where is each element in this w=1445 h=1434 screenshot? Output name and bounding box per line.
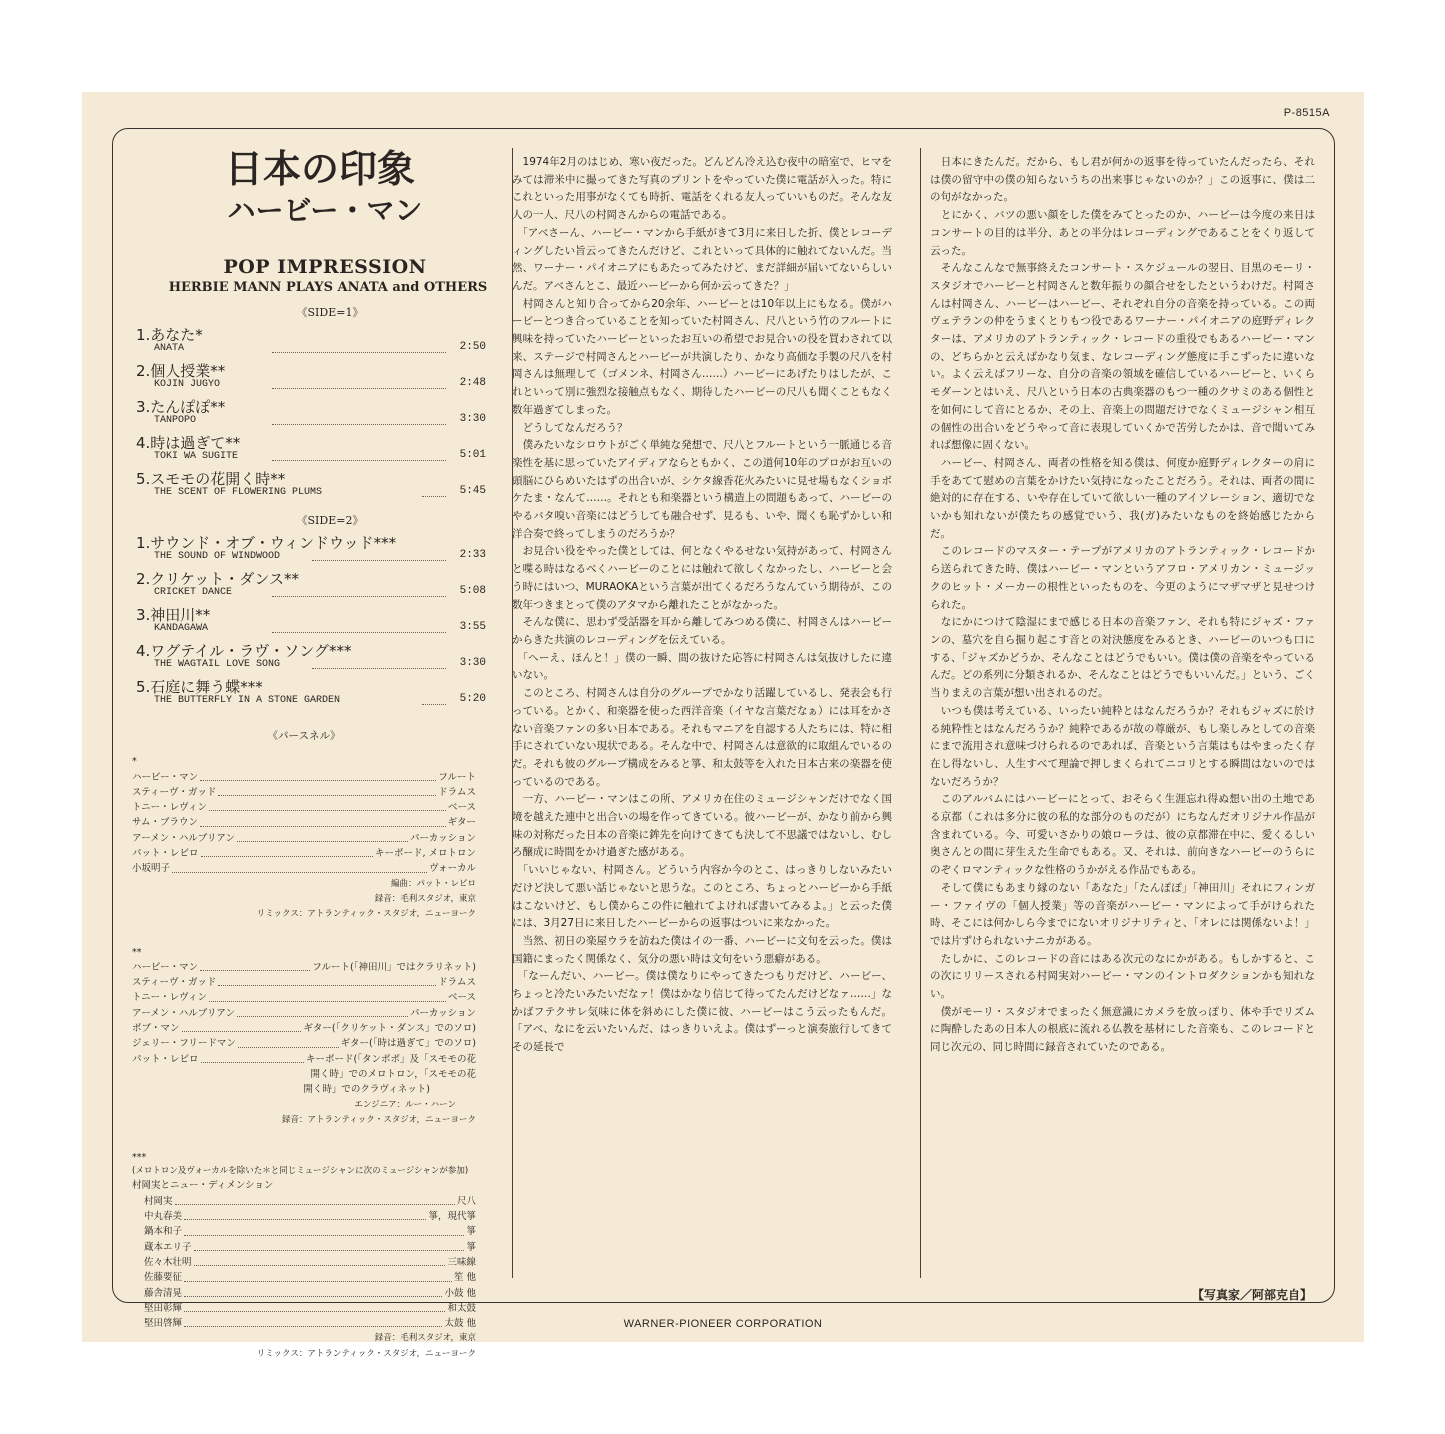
essay-paragraph: 僕みたいなシロウトがごく単純な発想で、尺八とフルートという一脈通じる音楽性を基に思っていたアイディアならともかく、この道何10年のプロがお互いの頭脳にひらめいたはずの出合いが、シケタ線香花火みたいに見せ場もなくショボケたま・なんて……。それとも和楽器という構造上の問題もあって、ハービーのやるバタ嗅い音楽にはどうしても融合せず、見るも、いや、聞くも恥ずかしい和洋合奏で終ってしまうのだろうか？ bbox=[512, 439, 892, 540]
musician-name: 堅田啓輝 bbox=[144, 1318, 183, 1330]
corporation-footer: WARNER-PIONEER CORPORATION bbox=[623, 1318, 823, 1330]
musician-instrument: 小鼓 他 bbox=[444, 1287, 476, 1299]
arranger-credit: 編曲：パット・レビロ bbox=[390, 878, 476, 889]
track-duration: 5:45 bbox=[459, 485, 486, 497]
musician-instrument: 箏 bbox=[466, 1241, 476, 1253]
track bbox=[122, 639, 498, 675]
personnel-row bbox=[132, 846, 476, 861]
group-mark: ** bbox=[132, 946, 142, 958]
musician-instrument: パーカッション bbox=[409, 1007, 476, 1019]
musician-name: 鍋本和子 bbox=[144, 1226, 183, 1238]
track-title-en: ANATA bbox=[154, 343, 185, 354]
musician-name: 中丸春美 bbox=[144, 1211, 183, 1223]
group-mark: *** bbox=[132, 1152, 147, 1164]
track-duration: 3:30 bbox=[459, 413, 486, 425]
musician-name: ボブ・マン bbox=[132, 1023, 180, 1035]
musician-name: ジェリー・フリードマン bbox=[132, 1038, 236, 1050]
personnel-row bbox=[132, 1240, 476, 1255]
track-title-en: CRICKET DANCE bbox=[154, 587, 233, 598]
track-title-jp: 3.神田川** bbox=[136, 606, 211, 624]
musician-name: 堅田彰輝 bbox=[144, 1302, 183, 1314]
musician-name: サム・ブラウン bbox=[132, 817, 199, 829]
musician-name: スティーヴ・ガッド bbox=[132, 786, 217, 798]
personnel-row bbox=[132, 1036, 476, 1051]
personnel-row bbox=[132, 815, 476, 830]
essay-paragraph: このアルバムにはハービーにとって、おそらく生涯忘れ得ぬ想い出の土地である京都（これは多分に彼の私的な部分のものだが）にちなんだオリジナル作品が含まれている。今、可愛いさかりの娘ローラは、彼の京都滞在中に、愛くるしい奥さんとの間に芽生えた生命でもある。又、それは、前向きなハービーのうらにのぞくロマンティックな性格のうかがえる作品でもある。 bbox=[930, 793, 1315, 877]
track-title-jp: 4.時は過ぎて** bbox=[136, 434, 241, 452]
musician-name: 小坂明子 bbox=[132, 863, 171, 875]
track-title-en: THE WAGTAIL LOVE SONG bbox=[154, 659, 281, 670]
artist-name-jp: ハービー・マン bbox=[227, 194, 423, 227]
essay-paragraph: このところ、村岡さんは自分のグループでかなり活躍しているし、発表会も行っている。とかく、和楽器を使った西洋音楽（イヤな言葉だなぁ）には耳をかさない音楽ファンの多い日本である。それもマニアを自認する人たちには、特に相手にされていない現状である。そんな中で、村岡さんは意欲的に取組んでいるのだ。それも彼のグループ構成をみると箏、和太鼓等を入れた日本古来の楽器を使っているのである。 bbox=[512, 687, 892, 788]
track-duration: 3:55 bbox=[459, 621, 486, 633]
track-title-en: KANDAGAWA bbox=[154, 623, 209, 634]
personnel-row bbox=[132, 831, 476, 846]
musician-name: 村岡実 bbox=[144, 1195, 173, 1207]
essay-paragraph: 村岡さんと知り合ってから20余年、ハービーとは10年以上にもなる。僕がハービーとつき合っていることを知っていた村岡さん、尺八という竹のフルートに興味を持っていたハービーといったお互いの希望でお見合いの役を買わされて以来、ステージで村岡さんとハービーが共演したり、かなり高価な手製の尺八を村岡さんは無理して（ゴメンネ、村岡さん……）ハービーにあげたりはしたが、これといって別に強烈な接触点もなく、期待したハービーの尺八も聞くこともなく数年過ぎてしまった。 bbox=[512, 297, 892, 416]
track bbox=[122, 395, 498, 431]
personnel-heading: 《パースネル》 bbox=[267, 730, 341, 742]
musician-instrument: ギター(「時は過ぎて」でのソロ) bbox=[340, 1038, 476, 1050]
track bbox=[122, 675, 498, 711]
musician-name: 蔵本エリ子 bbox=[144, 1241, 192, 1253]
musician-instrument: フルート bbox=[438, 771, 476, 783]
remix-credit: リミックス：アトランティック・スタジオ，ニューヨーク bbox=[256, 909, 476, 920]
track bbox=[122, 359, 498, 395]
musician-name: アーメン・ハルブリアン bbox=[132, 1007, 235, 1019]
musician-instrument: ベース bbox=[447, 992, 476, 1004]
musician-instrument: 笙 他 bbox=[453, 1272, 476, 1284]
track bbox=[122, 323, 498, 359]
musician-instrument: ドラムス bbox=[438, 977, 476, 989]
track-title-en: KOJIN JUGYO bbox=[154, 379, 221, 390]
musician-instrument: 箏，現代箏 bbox=[428, 1211, 476, 1223]
personnel-row bbox=[132, 785, 476, 800]
catalog-number: P-8515A bbox=[1283, 107, 1330, 119]
ensemble-name: 村岡実とニュー・ディメンション bbox=[132, 1180, 274, 1192]
album-title-en: POP IMPRESSION bbox=[223, 256, 427, 278]
track-title-jp: 5.石庭に舞う蝶*** bbox=[136, 678, 263, 696]
group-note: (メロトロン及ヴォーカルを除いた＊と同じミュージシャンに次のミュージシャンが参加) bbox=[132, 1166, 469, 1177]
photographer-credit: 【写真家／阿部克自】 bbox=[1191, 1288, 1312, 1302]
essay-paragraph: 僕がモーリ・スタジオでまったく無意識にカメラを放っぽり、体や手でリズムに陶酔したあの日本人の根底に流れる仏教を基材にした音楽も、このレコードと同じ次元の、同じ時間に録音されていたのである。 bbox=[930, 1005, 1315, 1054]
essay-paragraph: そんなこんなで無事終えたコンサート・スケジュールの翌日、目黒のモーリ・スタジオでハービーと村岡さんと数年振りの顔合せをしたというわけだ。村岡さんは村岡さん、ハービーはハービー、それぞれ自分の音楽を持っている。この両ヴェテランの仲をうまくとりもつ役であるワーナー・パイオニアの庭野ディレクターは、アメリカのアトランティック・レコードの重役でもあるハービー・マンの、どちらかと云えばかなり気ま、なレコーディング態度に手こずったに違いない。よく云えばフリーな、自分の音楽の領域を確信しているハービーと、いくらモダーンとはいえ、尺八という日本の古典楽器のもつ一種のクサミのある個性とを如何にして音にとるか、その上、音楽上の問題だけでなくミュージシャン相互の個性の出合いをどうやって音に表現していくかで苦労したかは、音で聞いてみれば想像に固くない。 bbox=[930, 262, 1315, 452]
essay-paragraph: ハービー、村岡さん、両者の性格を知る僕は、何度か庭野ディレクターの肩に手をあてて慰めの言葉をかけたい気持になったことだろう。それは、両者の間に絶対的に存在する、いや存在していて欲しい一種のアイソレーション、適切でないかも知れないが僕たちの感覚でいう、我(ガ)みたいなものを終始感じたからだ。 bbox=[930, 456, 1315, 540]
personnel-row bbox=[132, 1224, 476, 1239]
musician-name: アーメン・ハルブリアン bbox=[132, 832, 235, 844]
track bbox=[122, 603, 498, 639]
personnel-row bbox=[132, 975, 476, 990]
musician-name: パット・レビロ bbox=[132, 848, 199, 860]
essay-paragraph: どうしてなんだろう？ bbox=[512, 421, 628, 434]
essay-paragraph: このレコードのマスター・テープがアメリカのアトランティック・レコードから送られてきた時、僕はハービー・マンというアフロ・アメリカン・ミュージックのヒット・メーカーの根性といったものを、今更のようにマザマザと見せつけられた。 bbox=[930, 545, 1315, 611]
essay-paragraph: 「へーえ、ほんと！」僕の一瞬、間の抜けた応答に村岡さんは気抜けしたに違いない。 bbox=[512, 651, 892, 682]
track-title-jp: 1.サウンド・オブ・ウィンドウッド*** bbox=[136, 534, 397, 552]
musician-instrument: ベース bbox=[447, 802, 476, 814]
musician-instrument: 三味線 bbox=[447, 1256, 476, 1268]
recording-credit: 録音：毛利スタジオ，東京 bbox=[374, 1333, 476, 1344]
track-duration: 5:01 bbox=[459, 449, 486, 461]
track-title-jp: 1.あなた* bbox=[136, 326, 203, 344]
personnel-row bbox=[132, 800, 476, 815]
personnel-row bbox=[132, 1255, 476, 1270]
album-subtitle-en: HERBIE MANN PLAYS ANATA and OTHERS bbox=[168, 280, 488, 295]
musician-instrument: 和太鼓 bbox=[447, 1302, 476, 1314]
essay-paragraph: 一方、ハービー・マンはこの所、アメリカ在住のミュージシャンだけでなく国境を越えた連中と出合いの場を作ってきている。彼ハービーが、かなり前から興味の対称だった日本の音楽に鉾先を向けてきても決して不思議ではないし、むしろ醸成に時間をかけ過ぎた感がある。 bbox=[512, 793, 892, 859]
track-title-en: TANPOPO bbox=[154, 415, 197, 426]
personnel-row bbox=[132, 1194, 476, 1209]
musician-instrument: キーボード, メロトロン bbox=[374, 848, 476, 860]
musician-name: ハービー・マン bbox=[132, 771, 199, 783]
track bbox=[122, 567, 498, 603]
musician-name: ハービー・マン bbox=[132, 961, 199, 973]
liner-notes-column-1 bbox=[512, 154, 892, 1269]
personnel-row bbox=[132, 770, 476, 785]
record-inner-sleeve bbox=[82, 92, 1364, 1359]
essay-paragraph: 「いいじゃない、村岡さん。どういう内容か今のとこ、はっきりしないみたいだけど決して悪い話じゃないと思うな。このところ、ちょっとハービーから手紙はこないけど、もし僕からこの件に触れてよければ書いてみるよ。」と云った僕には、3月27日に来日したハービーからの返事はついに来なかった。 bbox=[512, 864, 892, 930]
group-mark: * bbox=[132, 756, 137, 768]
album-title-jp: 日本の印象 bbox=[224, 147, 415, 191]
track-title-en: THE BUTTERFLY IN A STONE GARDEN bbox=[154, 695, 341, 706]
musician-instrument: ギター bbox=[447, 817, 476, 829]
musician-name: トニー・レヴィン bbox=[132, 992, 208, 1004]
instrument-note: 開く時」でのクラヴィネット) bbox=[303, 1084, 430, 1096]
track-title-en: THE SOUND OF WINDWOOD bbox=[154, 551, 281, 562]
track-duration: 2:48 bbox=[459, 377, 486, 389]
personnel-row bbox=[132, 1052, 476, 1067]
musician-name: 佐々木壮明 bbox=[144, 1256, 192, 1268]
track-title-jp: 2.個人授業** bbox=[136, 362, 226, 380]
track-title-jp: 5.スモモの花開く時** bbox=[136, 470, 286, 488]
musician-instrument: 太鼓 他 bbox=[444, 1318, 476, 1330]
essay-paragraph: 当然、初日の楽屋ウラを訪ねた僕はイの一番、ハービーに文句を云った。僕は国籍にまったく関係なく、気分の悪い時は文句をいう悪癖がある。 bbox=[512, 934, 892, 965]
essay-paragraph: 1974年2月のはじめ、寒い夜だった。どんどん冷え込む夜中の暗室で、ヒマをみては滞米中に撮ってきた写真のプリントをやっていた僕に電話が入った。特にこれといった用事がなくても時折、電話をくれる友人っていいものだ。そんな友人の一人、尺八の村岡さんからの電話である。 bbox=[512, 156, 892, 222]
musician-instrument: ドラムス bbox=[438, 786, 476, 798]
track-duration: 2:50 bbox=[459, 341, 486, 353]
musician-name: 佐藤要征 bbox=[144, 1272, 183, 1284]
musician-instrument: 尺八 bbox=[456, 1195, 476, 1207]
personnel-row bbox=[132, 1286, 476, 1301]
personnel-row bbox=[132, 1021, 476, 1036]
musician-instrument: キーボード(「タンポポ」及「スモモの花 bbox=[306, 1053, 476, 1065]
track bbox=[122, 467, 498, 503]
track-title-en: TOKI WA SUGITE bbox=[154, 451, 239, 462]
personnel-row bbox=[132, 1301, 476, 1316]
essay-paragraph: 「アベさーん、ハービー・マンから手紙がきて3月に来日した折、僕とレコーディングしたい旨云ってきたんだけど、これといって具体的に触れてないんだ。当然、ワーナー・パイオニアにもあたってみたけど、まだ詳細が届いてないらしいんだ。アベさんとこ、最近ハービーから何か云ってきた？」 bbox=[512, 226, 892, 292]
musician-instrument: 箏 bbox=[466, 1226, 476, 1238]
musician-name: トニー・レヴィン bbox=[132, 802, 208, 814]
personnel-row bbox=[132, 1209, 476, 1224]
remix-credit: リミックス：アトランティック・スタジオ，ニューヨーク bbox=[256, 1348, 476, 1359]
essay-paragraph: そんな僕に、思わず受話器を耳から離してみつめる僕に、村岡さんはハービーからきた共演のレコーディングを伝えている。 bbox=[512, 616, 892, 646]
musician-instrument: パーカッション bbox=[409, 832, 476, 844]
musician-instrument: ヴォーカル bbox=[429, 863, 476, 875]
track-title-jp: 4.ワグテイル・ラヴ・ソング*** bbox=[136, 642, 352, 660]
musician-instrument: フルート(「神田川」ではクラリネット) bbox=[312, 961, 476, 973]
track-duration: 2:33 bbox=[459, 549, 486, 561]
track-title-jp: 2.クリケット・ダンス** bbox=[136, 570, 299, 588]
personnel-row bbox=[132, 1270, 476, 1285]
musician-instrument: ギター(「クリケット・ダンス」でのソロ) bbox=[303, 1023, 476, 1035]
tracklist-column bbox=[122, 144, 498, 1359]
essay-paragraph: そして僕にもあまり縁のない「あなた」「たんぽぽ」「神田川」それにフィンガー・ファイヴの「個人授業」等の音楽がハービー・マンによって手がけられた時、そこには何かしら今までにないオリジナリティと、「オレには関係ないよ！」では片ずけられないナニカがある。 bbox=[930, 881, 1315, 947]
essay-paragraph: たしかに、このレコードの音にはある次元のなにかがある。もしかすると、この次にリリースされる村岡実対ハービー・マンのイントロダクションかも知れない。 bbox=[930, 952, 1315, 1001]
essay-paragraph: なにかにつけて陰湿にまで感じる日本の音楽ファン、それも特にジャズ・ファンの、墓穴を自ら掘り起こす音との対決態度をみるとき、ハービーのいつも口にする、「ジャズかどうか、そんなことはどうでもいい。僕は僕の音楽をやっているんだ。どの系列に分類されるか、そんなことはどうでもいいんだ。」という、ごく当りまえの言葉が想い出されるのだ。 bbox=[930, 616, 1315, 700]
column-divider-right bbox=[920, 148, 921, 1278]
personnel-row bbox=[132, 1006, 476, 1021]
essay-paragraph: いつも僕は考えている、いったい純粋とはなんだろうか？それもジャズに於ける純粋性とはなんだろうか？純粋であるが故の尊厳が、もし楽しみとしての音楽にまで流用され意味づけられるのであれば、音楽という言葉はもはやまったく存在し得ないし、人生すべて理論で押しまくられてニコリとする瞬間はないのではないだろうか？ bbox=[930, 704, 1315, 788]
side-2-label: 《SIDE=2》 bbox=[296, 514, 364, 527]
track-duration: 5:08 bbox=[459, 585, 486, 597]
recording-credit: 録音：毛利スタジオ，東京 bbox=[374, 893, 476, 904]
personnel-row bbox=[132, 861, 476, 876]
essay-paragraph: 日本にきたんだ。だから、もし君が何かの返事を待っていたんだったら、それは僕の留守中の僕の知らないうちの出来事じゃないのか？」この返事に、僕は二の句がなかった。 bbox=[930, 156, 1315, 204]
musician-name: 藤舎清晃 bbox=[144, 1287, 183, 1299]
side-1-label: 《SIDE=1》 bbox=[296, 306, 364, 319]
track bbox=[122, 431, 498, 467]
musician-name: スティーヴ・ガッド bbox=[132, 977, 217, 989]
essay-paragraph: 「なーんだい、ハービー。僕は僕なりにやってきたつもりだけど、ハービー、ちょっと冷たいみたいだなァ！僕はかなり信じて待ってたんだけどなァ……」なかばフテクサレ気味に体を斜めにした僕に彼、ハービーはこう云ったもんだ。「アベ、なにを云いたいんだ、はっきりいえよ。僕はずーっと演奏旅行してきてその延長で bbox=[512, 970, 892, 1054]
track-title-jp: 3.たんぽぽ** bbox=[136, 398, 226, 416]
track-duration: 5:20 bbox=[459, 693, 486, 705]
essay-paragraph: とにかく、バツの悪い顔をした僕をみてとったのか、ハービーは今度の来日はコンサートの目的は半分、あとの半分はレコーディングであることをくり返して云った。 bbox=[930, 209, 1315, 257]
side-1-tracklist bbox=[122, 323, 498, 503]
track-duration: 3:30 bbox=[459, 657, 486, 669]
engineer-credit: エンジニア：ルー・ハーン bbox=[354, 1099, 456, 1110]
personnel-row bbox=[132, 960, 476, 975]
musician-name: パット・レビロ bbox=[132, 1053, 199, 1065]
instrument-note: 開く時」でのメロトロン，「スモモの花 bbox=[310, 1068, 476, 1080]
personnel bbox=[122, 729, 498, 1362]
liner-notes-column-2 bbox=[930, 154, 1315, 1234]
recording-credit: 録音：アトランティック・スタジオ，ニューヨーク bbox=[281, 1114, 476, 1125]
side-2-tracklist bbox=[122, 531, 498, 711]
track bbox=[122, 531, 498, 567]
essay-paragraph: お見合い役をやった僕としては、何となくやるせない気持があって、村岡さんと喋る時はなるべくハービーのことには触れて欲しくなかったし、ハービーと会う時にはいつ、MURAOKAという言葉が出てくるだろうなんていう期待が、この数年つきまとって僕のアタマから離れたことがなかった。 bbox=[512, 545, 892, 611]
track-title-en: THE SCENT OF FLOWERING PLUMS bbox=[154, 487, 323, 498]
personnel-row bbox=[132, 990, 476, 1005]
